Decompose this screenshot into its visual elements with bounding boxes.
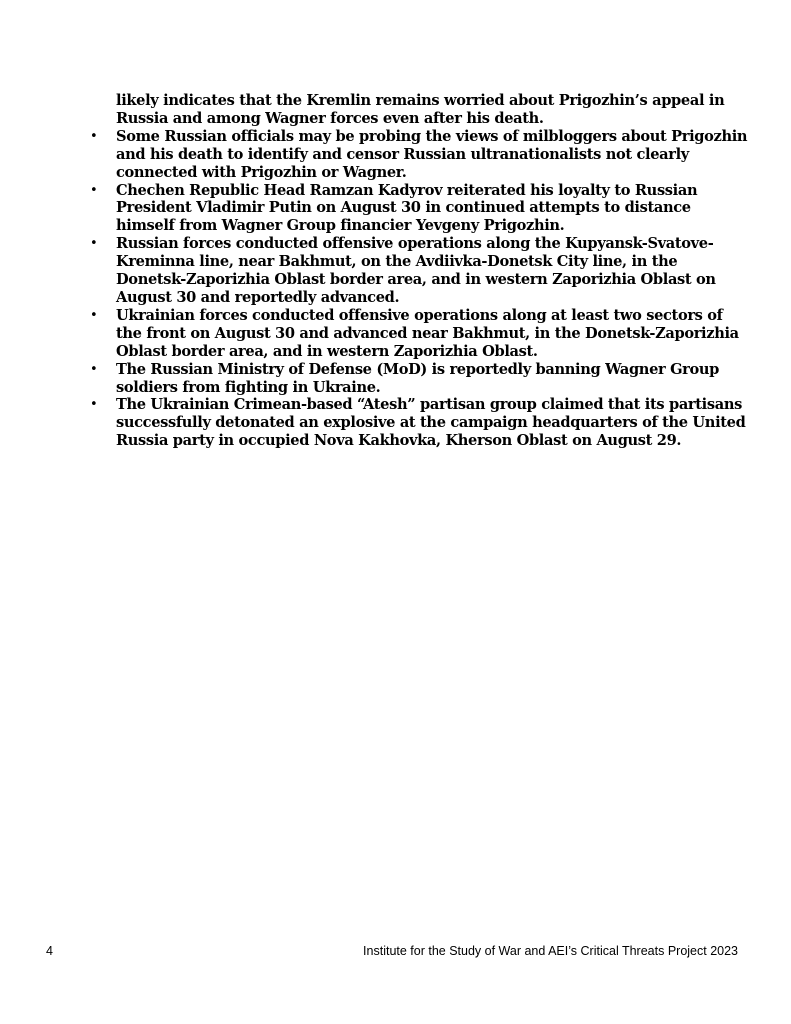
page-number: 4 (46, 944, 53, 958)
bullet-marker: • (90, 307, 98, 323)
list-item (90, 396, 750, 450)
list-item (90, 128, 750, 182)
list-item (90, 361, 750, 397)
list-item-text: Chechen Republic Head Ramzan Kadyrov reiterated his loyalty to Russian President Vladimir Putin on August 30 in continued attempts to distance himself from Wagner Group financier Yevgeny Prigozhin. (116, 181, 698, 235)
bullet-marker: • (90, 361, 98, 377)
bullet-marker: • (90, 128, 98, 144)
bullet-marker: • (90, 182, 98, 198)
list-item-text: The Ukrainian Crimean-based “Atesh” partisan group claimed that its partisans successfully detonated an explosive at the campaign headquarters of the United Russia party in occupied Nova Kakhovka, Kherson Oblast on August 29. (116, 396, 746, 450)
bullet-marker: • (90, 397, 98, 413)
list-item (90, 307, 750, 361)
list-item (90, 92, 750, 128)
list-item-text: The Russian Ministry of Defense (MoD) is reportedly banning Wagner Group soldiers from fighting in Ukraine. (116, 360, 720, 396)
list-item-text: Some Russian officials may be probing the views of milbloggers about Prigozhin and his death to identify and censor Russian ultranationalists not clearly connected with Prigozhin or Wagner. (116, 127, 748, 181)
list-item (90, 182, 750, 236)
footer-credit: Institute for the Study of War and AEI’s Critical Threats Project 2023 (363, 944, 738, 958)
list-item (90, 235, 750, 307)
bullet-marker: • (90, 236, 98, 252)
list-item-text: Russian forces conducted offensive operations along the Kupyansk-Svatove-Kreminna line, near Bakhmut, on the Avdiivka-Donetsk City line, in the Donetsk-Zaporizhia Oblast border area, and in western Zaporizhia Oblast on August 30 and reportedly advanced. (116, 235, 716, 306)
key-takeaways-list (90, 92, 750, 450)
list-item-text: Ukrainian forces conducted offensive operations along at least two sectors of the front on August 30 and advanced near Bakhmut, in the Donetsk-Zaporizhia Oblast border area, and in western Zaporizhia Oblast. (116, 306, 739, 360)
list-item-text: likely indicates that the Kremlin remains worried about Prigozhin’s appeal in Russia and among Wagner forces even after his death. (116, 92, 725, 127)
